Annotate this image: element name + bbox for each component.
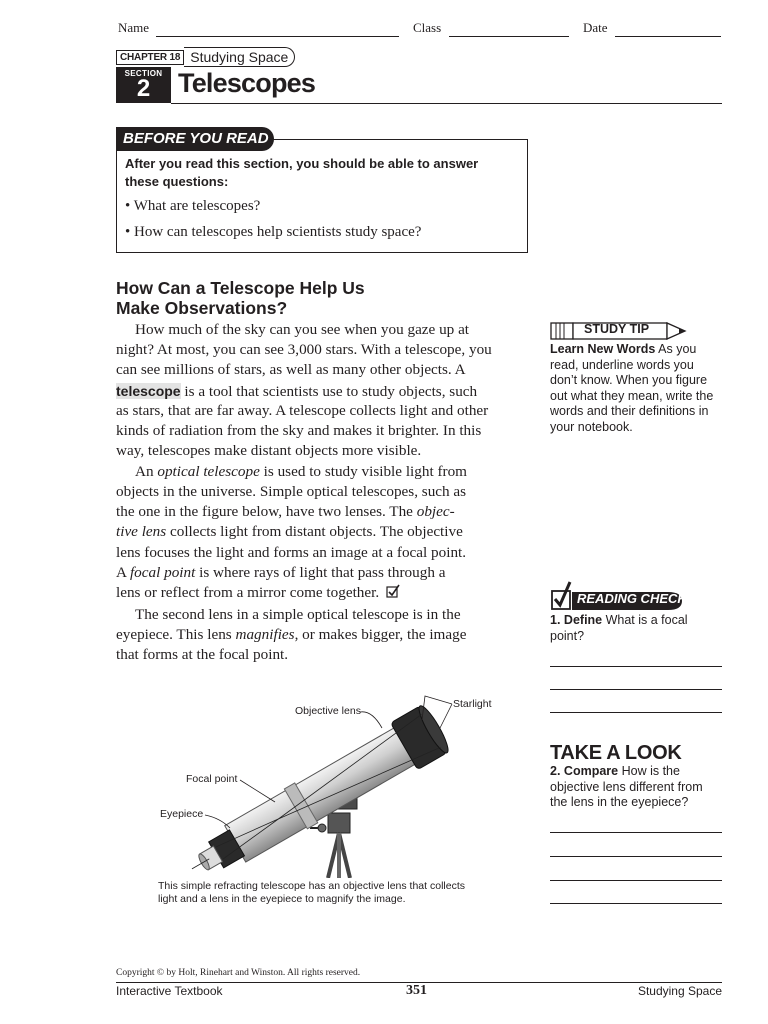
starlight-label: Starlight bbox=[453, 698, 492, 710]
before-you-read-question: • What are telescopes? bbox=[125, 198, 261, 214]
body-line: objects in the universe. Simple optical telescopes, such as bbox=[116, 483, 467, 500]
body-line: way, telescopes make distant objects more visible. bbox=[116, 442, 422, 459]
body-line: How much of the sky can you see when you gaze up at bbox=[135, 321, 470, 338]
chapter-title: Studying Space bbox=[184, 47, 295, 67]
eyepiece-label: Eyepiece bbox=[160, 808, 204, 820]
body-text: is a tool that scientists use to study objects, such bbox=[180, 383, 478, 400]
study-tip-text bbox=[550, 342, 725, 435]
question-text: the lens in the eyepiece? bbox=[550, 795, 689, 809]
before-you-read-tab: BEFORE YOU READ bbox=[116, 127, 274, 151]
date-field[interactable] bbox=[615, 36, 721, 37]
question-number: 2. bbox=[550, 764, 561, 778]
section-title: Telescopes bbox=[178, 68, 316, 98]
study-tip-label: STUDY TIP bbox=[584, 322, 650, 336]
section-number: 2 bbox=[136, 75, 151, 102]
body-line bbox=[135, 462, 467, 482]
footer-chapter-title: Studying Space bbox=[637, 984, 722, 998]
body-line: can see millions of stars, as well as many other objects. A bbox=[116, 361, 466, 378]
chapter-banner bbox=[116, 47, 295, 67]
study-tip-line: out what they mean, write the bbox=[550, 388, 714, 403]
answer-line[interactable] bbox=[550, 832, 722, 833]
footer-book-title: Interactive Textbook bbox=[116, 984, 223, 998]
objective-pointer bbox=[360, 712, 382, 728]
section-badge bbox=[116, 67, 171, 103]
take-a-look-question bbox=[550, 764, 725, 811]
focal-point-label: Focal point bbox=[186, 773, 238, 785]
heading-line: Make Observations? bbox=[116, 298, 288, 318]
body-line: lens focuses the light and forms an image at a focal point. bbox=[116, 544, 467, 561]
section-heading bbox=[116, 278, 436, 318]
body-text: is where rays of light that pass through a bbox=[195, 564, 446, 581]
body-line bbox=[116, 502, 455, 522]
before-you-read-question: • How can telescopes help scientists study space? bbox=[125, 224, 422, 240]
reading-check-question bbox=[550, 613, 725, 644]
italic-term: tive lens bbox=[116, 523, 167, 540]
body-text: is used to study visible light from bbox=[259, 463, 467, 480]
class-label: Class bbox=[413, 20, 442, 35]
body-text: An bbox=[135, 463, 158, 480]
study-tip-line: words and their definitions in bbox=[550, 404, 709, 418]
italic-term: focal point bbox=[129, 564, 196, 581]
date-label: Date bbox=[583, 20, 608, 35]
body-text: eyepiece. This lens bbox=[116, 626, 236, 643]
vocab-term: telescope bbox=[116, 383, 181, 399]
body-line: kinds of radiation from the sky and makes it brighter. In this bbox=[116, 422, 482, 439]
question-text: What is a focal bbox=[605, 613, 688, 627]
body-line: that forms at the focal point. bbox=[116, 646, 289, 663]
italic-term: optical telescope bbox=[157, 463, 260, 480]
study-tip-line: your notebook. bbox=[550, 419, 633, 434]
answer-line[interactable] bbox=[550, 712, 722, 713]
reading-check-label: READING CHECK bbox=[577, 591, 687, 606]
name-field[interactable] bbox=[156, 36, 399, 37]
body-text: A bbox=[116, 564, 130, 581]
question-text: point? bbox=[550, 628, 585, 643]
reading-check-mark-icon bbox=[386, 584, 400, 598]
figure-caption bbox=[158, 880, 498, 906]
answer-line[interactable] bbox=[550, 689, 722, 690]
chapter-label: CHAPTER 18 bbox=[116, 50, 184, 65]
body-text: lens or reflect from a mirror come together. bbox=[116, 584, 380, 601]
name-label: Name bbox=[118, 20, 150, 35]
answer-line[interactable] bbox=[550, 880, 722, 881]
body-line: night? At most, you can see 3,000 stars. With a telescope, you bbox=[116, 341, 492, 358]
take-a-look-heading: TAKE A LOOK bbox=[550, 742, 682, 764]
section-label: SECTION bbox=[124, 69, 163, 78]
answer-line[interactable] bbox=[550, 903, 722, 904]
answer-line[interactable] bbox=[550, 856, 722, 857]
question-verb: Define bbox=[563, 613, 603, 627]
body-line: The second lens in a simple optical telescope is in the bbox=[135, 606, 461, 623]
question-verb: Compare bbox=[563, 764, 619, 778]
caption-line: light and a lens in the eyepiece to magnify the image. bbox=[158, 893, 406, 905]
heading-line: How Can a Telescope Help Us bbox=[116, 278, 365, 298]
class-field[interactable] bbox=[449, 36, 569, 37]
body-line bbox=[116, 381, 477, 402]
body-line bbox=[116, 583, 400, 603]
question-text: How is the bbox=[621, 764, 680, 778]
study-tip-line: As you bbox=[658, 342, 697, 356]
italic-term: magnifies bbox=[235, 626, 295, 643]
answer-line[interactable] bbox=[550, 666, 722, 667]
copyright: Copyright © by Holt, Rinehart and Winston. All rights reserved. bbox=[116, 968, 361, 978]
before-you-read-intro: After you read this section, you should be able to answer these questions: bbox=[125, 156, 479, 189]
telescope-tube bbox=[178, 703, 452, 878]
body-line bbox=[116, 563, 445, 583]
italic-term: objec- bbox=[416, 503, 455, 520]
section-rule bbox=[171, 103, 722, 104]
body-text: collects light from distant objects. The objective bbox=[166, 523, 463, 540]
body-line: as stars, that are far away. A telescope collects light and other bbox=[116, 402, 489, 419]
study-tip-title: Learn New Words bbox=[550, 342, 656, 356]
focal-pointer bbox=[240, 780, 275, 802]
question-text: objective lens different from bbox=[550, 779, 703, 794]
body-text: the one in the figure below, have two lenses. The bbox=[116, 503, 417, 520]
body-line bbox=[116, 625, 466, 645]
study-tip-line: don’t know. When you figure bbox=[550, 373, 708, 387]
body-text: , or makes bigger, the image bbox=[294, 626, 467, 643]
study-tip-line: read, underline words you bbox=[550, 357, 694, 372]
caption-line: This simple refracting telescope has an objective lens that collects bbox=[158, 880, 465, 892]
page-number: 351 bbox=[406, 983, 427, 998]
objective-lens-label: Objective lens bbox=[295, 705, 361, 717]
body-line bbox=[116, 522, 463, 542]
question-number: 1. bbox=[550, 613, 561, 627]
